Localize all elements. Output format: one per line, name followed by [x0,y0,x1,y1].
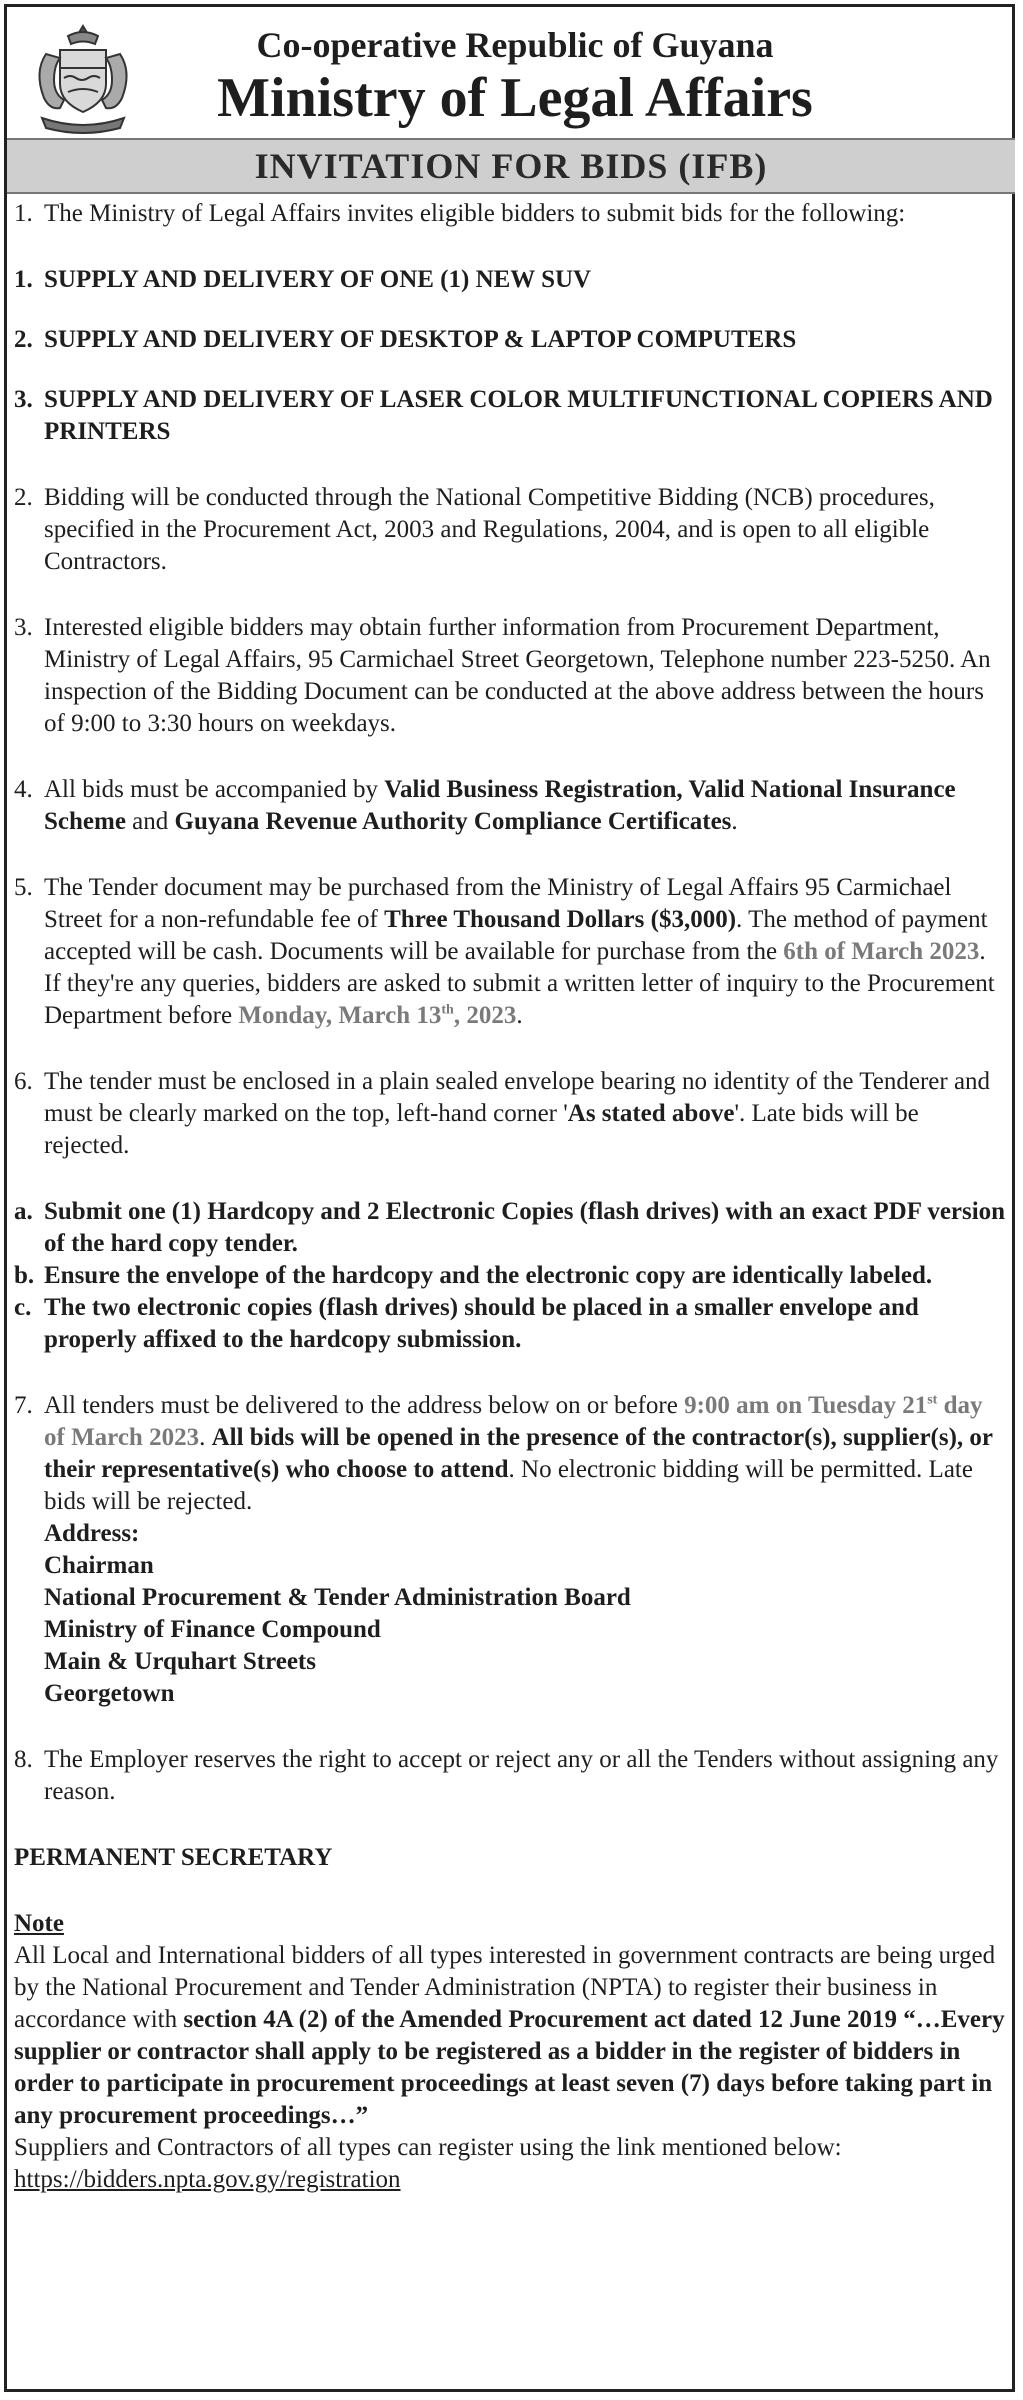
submission-deadline: 9:00 am on Tuesday 21st day of March 2023 [44,1392,983,1451]
paragraph-number: 6. [14,1068,33,1095]
requirement-item: b. Ensure the envelope of the hardcopy and the electronic copy are identically labeled. [14,1262,933,1289]
address-line: Chairman [44,1552,154,1579]
address-line: Ministry of Finance Compound [44,1616,381,1643]
item-text: SUPPLY AND DELIVERY OF DESKTOP & LAPTOP COMPUTERS [44,326,797,353]
country-heading: Co-operative Republic of Guyana [256,25,774,65]
paragraph-7 [14,1390,1008,1518]
paragraph-number: 7. [14,1392,33,1419]
item-number: 1. [14,266,33,293]
document-body [14,198,1008,2196]
paragraph-2 [14,482,1008,578]
paragraph-1 [14,198,1008,230]
paragraph-6 [14,1066,1008,1162]
paragraph-number: 1. [14,200,33,227]
paragraph-number: 3. [14,614,33,641]
paragraph-text: The Ministry of Legal Affairs invites eligible bidders to submit bids for the following: [44,200,906,227]
paragraph-text: All tenders must be delivered to the address below on or before 9:00 am on Tuesday 21st day of March 2023. All bids will be opened in the presence of the contractor(s), supplier(s), or their representative(s) who choose to attend. No electronic bidding will be permitted. Late bids will be rejected. [44,1392,993,1515]
paragraph-text: The Tender document may be purchased from the Ministry of Legal Affairs 95 Carmichael Street for a non-refundable fee of Three Thousand Dollars ($3,000). The method of payment accepted will be cash. Documents will be available for purchase from the 6th of March 2023. If they're any queries, bidders are asked to submit a written letter of inquiry to the Procurement Department before Monday, March 13th, 2023. [44,874,995,1029]
item-number: 3. [14,386,33,413]
paragraph-number: 2. [14,484,33,511]
signature-title: PERMANENT SECRETARY [14,1844,333,1871]
address-line: Georgetown [44,1680,175,1707]
paragraph-4 [14,774,1008,838]
ifb-title: INVITATION FOR BIDS (IFB) [254,146,768,186]
paragraph-5 [14,872,1008,1032]
bid-item [14,384,1008,448]
paragraph-number: 5. [14,874,33,901]
paragraph-text: All bids must be accompanied by Valid Business Registration, Valid National Insurance Scheme and Guyana Revenue Authority Compliance Certificates. [44,776,956,835]
ifb-title-band [7,138,1015,194]
delivery-address [14,1518,1008,1710]
bid-item [14,264,1008,296]
requirement-item: a. Submit one (1) Hardcopy and 2 Electronic Copies (flash drives) with an exact PDF version of the hard copy tender. [14,1198,1006,1257]
paragraph-number: 4. [14,776,33,803]
inquiry-deadline: Monday, March 13th, 2023 [238,1002,517,1029]
availability-date: 6th of March 2023 [783,938,980,965]
note-text: All Local and International bidders of all types interested in government contracts are being urged by the National Procurement and Tender Administration (NPTA) to register their business in accordance with section 4A (2) of the Amended Procurement act dated 12 June 2019 “…Every supplier or contractor shall apply to be registered as a bidder in the register of bidders in order to participate in procurement proceedings at least seven (7) days before taking part in any procurement proceedings…” [14,1942,1005,2129]
address-label: Address: [44,1520,140,1547]
paragraph-8 [14,1744,1008,1808]
paragraph-text: Bidding will be conducted through the National Competitive Bidding (NCB) procedures, specified in the Procurement Act, 2003 and Regulations, 2004, and is open to all eligible Contractors. [44,484,935,575]
paragraph-text: The Employer reserves the right to accept or reject any or all the Tenders without assigning any reason. [44,1746,999,1805]
item-number: 2. [14,326,33,353]
registration-link[interactable]: https://bidders.npta.gov.gy/registration [14,2166,401,2193]
coat-of-arms-icon [24,20,142,138]
ministry-heading: Ministry of Legal Affairs [217,67,813,129]
paragraph-number: 8. [14,1746,33,1773]
note-section [14,1908,1008,2196]
bid-item [14,324,1008,356]
requirement-item: c. The two electronic copies (flash drives) should be placed in a smaller envelope and properly affixed to the hardcopy submission. [14,1294,919,1353]
paragraph-text: Interested eligible bidders may obtain further information from Procurement Department, Ministry of Legal Affairs, 95 Carmichael Street Georgetown, Telephone number 223-5250. An inspection of the Bidding Document can be conducted at the above address between the hours of 9:00 to 3:30 hours on weekdays. [44,614,991,737]
paragraph-3 [14,612,1008,740]
address-line: Main & Urquhart Streets [44,1648,316,1675]
item-text: SUPPLY AND DELIVERY OF LASER COLOR MULTIFUNCTIONAL COPIERS AND PRINTERS [44,386,993,445]
note-title: Note [14,1910,64,1937]
item-text: SUPPLY AND DELIVERY OF ONE (1) NEW SUV [44,266,592,293]
paragraph-text: The tender must be enclosed in a plain sealed envelope bearing no identity of the Tenderer and must be clearly marked on the top, left-hand corner 'As stated above'. Late bids will be rejected. [44,1068,991,1159]
note-registration: Suppliers and Contractors of all types can register using the link mentioned below: https://bidders.npta.gov.gy/registration [14,2134,842,2193]
submission-requirements [14,1196,1008,1356]
address-line: National Procurement & Tender Administration Board [44,1584,631,1611]
